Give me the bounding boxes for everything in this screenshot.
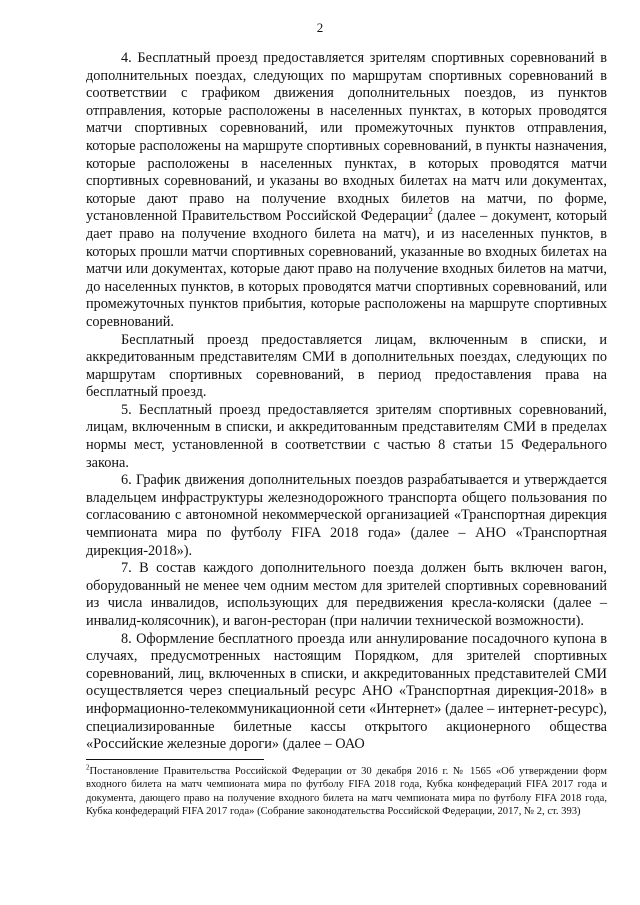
paragraph-5: 5. Бесплатный проезд предоставляется зрителям спортивных соревнований, лицам, включенным в списки, и аккредитованным представителям СМИ в пределах нормы мест, установленной в соответствии с частью 8 статьи 15 Федерального закона. <box>86 401 607 471</box>
paragraph-4 <box>86 50 607 332</box>
page-number: 2 <box>316 20 324 35</box>
footnote-text: Постановление Правительства Российской Федерации от 30 декабря 2016 г. № 1565 «Об утверждении форм входного билета на матч чемпионата мира по футболу FIFA 2018 года, Кубка конфедераций FIFA 2017 года и документа, дающего право на получение входного билета на матч чемпионата мира по футболу FIFA 2018 года, Кубка конфедераций FIFA 2017 года» (Собрание законодательства Российской Федерации, 2017, № 2, ст. 393) <box>86 766 607 818</box>
footnote <box>86 765 607 819</box>
document-body <box>86 50 607 754</box>
paragraph-4-second: Бесплатный проезд предоставляется лицам, включенным в списки, и аккредитованным представителям СМИ в дополнительных поездах, следующих по маршрутам спортивных соревнований, в период предоставления права на бесплатный проезд. <box>86 331 607 401</box>
paragraph-6: 6. График движения дополнительных поездов разрабатывается и утверждается владельцем инфраструктуры железнодорожного транспорта общего пользования по согласованию с автономной некоммерческой организацией «Транспортная дирекция чемпионата мира по футболу FIFA 2018 года» (далее – АНО «Транспортная дирекция-2018»). <box>86 472 607 559</box>
paragraph-4-text: 4. Бесплатный проезд предоставляется зрителям спортивных соревнований в дополнительных поездах, следующих по маршрутам спортивных соревнований в соответствии с графиком движения дополнительных поездов, из пунктов отправления, которые расположены в населенных пунктах, в которых проводятся матчи спортивных соревнований, или промежуточных пунктов отправления, которые расположены на маршруте спортивных соревнований, в пункты назначения, которые расположены в населенных пунктах, в которых проводятся матчи спортивных соревнований, и указаны во входных билетах на матч или документах, которые дают право на получение входных билетов на матчи, по форме, установленной Правительством Российской Федерации <box>86 50 607 225</box>
paragraph-4-text-continued: (далее – документ, который дает право на получение входного билета на матч), и из населенных пунктов, в которых прошли матчи спортивных соревнований, указанные во входных билетах на матчи или документах, которые дают право на получение входных билетов на матчи, до населенных пунктов, в которых проводятся матчи спортивных соревнований, или промежуточных пунктов прибытия, которые расположены на маршруте спортивных соревнований. <box>86 208 607 330</box>
footnote-divider <box>86 759 264 760</box>
footnote-number: 2 <box>86 763 90 772</box>
paragraph-8: 8. Оформление бесплатного проезда или аннулирование посадочного купона в случаях, предусмотренных настоящим Порядком, для зрителей спортивных соревнований, лиц, включенных в списки, и аккредитованных представителей СМИ осуществляется через специальный ресурс АНО «Транспортная дирекция-2018» в информационно-телекоммуникационной сети «Интернет» (далее – интернет-ресурс), специализированные билетные кассы открытого акционерного общества «Российские железные дороги» (далее – ОАО <box>86 630 607 753</box>
paragraph-7: 7. В состав каждого дополнительного поезда должен быть включен вагон, оборудованный не менее чем одним местом для зрителей спортивных соревнований из числа инвалидов, использующих для передвижения кресла-коляски (далее – инвалид-колясочник), и вагон-ресторан (при наличии технической возможности). <box>86 560 607 629</box>
footnote-reference: 2 <box>428 206 433 217</box>
